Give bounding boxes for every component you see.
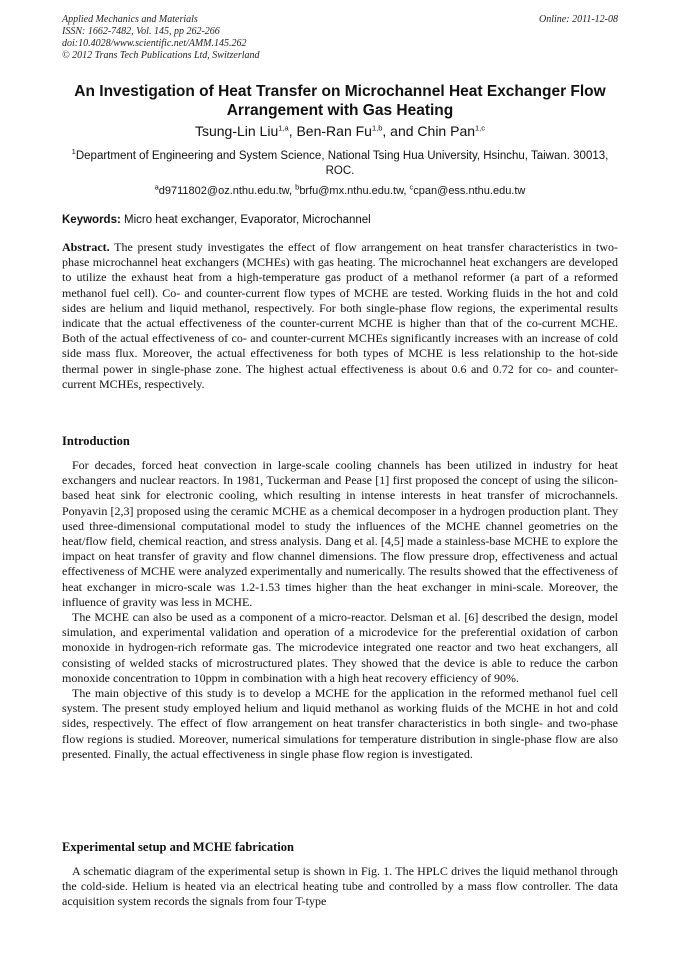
journal-header [62,14,618,62]
author-emails [62,184,618,198]
paragraph: The main objective of this study is to develop a MCHE for the application in the reformed methanol fuel cell system. The present study employed helium and liquid methanol as working fluids of the MCHE in hot and cold sides, respectively. The effect of flow arrangement on heat transfer characteristics in both single- and two-phase flow regions is studied. Moreover, numerical simulations for temperature distribution in single-phase flow are also presented. Finally, the actual effectiveness in single phase flow region is investigated. [62,686,618,761]
abstract-label: Abstract. [62,240,110,254]
author-name: Chin Pan [417,123,476,139]
journal-copyright: © 2012 Trans Tech Publications Ltd, Switzerland [62,50,260,61]
email-address[interactable]: d9711802@oz.nthu.edu.tw, [158,185,296,197]
section-heading-setup: Experimental setup and MCHE fabrication [62,840,294,854]
affiliation-mark: 1 [71,147,76,157]
paragraph: The MCHE can also be used as a component of a micro-reactor. Delsman et al. [6] described the design, model simulation, and experimental validation and operation of a microdevice for the preferential oxidation of carbon monoxide in hydrogen-rich reformate gas. The microdevice integrated one reactor and two heat exchangers, all consisting of welded stacks of microstructured plates. They showed that the device is able to reduce the carbon monoxide concentration to 10ppm in combination with a high heat recovery efficiency of 90%. [62,610,618,685]
author-list [62,122,618,140]
email-mark: b [295,182,300,192]
author-separator: , and [382,123,418,139]
online-date: Online: 2011-12-08 [539,14,618,25]
author-separator: , [288,123,297,139]
author-affiliation-mark: 1,b [371,123,383,133]
paragraph: A schematic diagram of the experimental setup is shown in Fig. 1. The HPLC drives the liquid methanol through the cold-side. Helium is heated via an electrical heating tube and controlled by a mass flow controller. The data acquisition system records the signals from four T-type [62,864,618,909]
email-mark: a [154,182,159,192]
keywords [62,213,618,227]
journal-doi: doi:10.4028/www.scientific.net/AMM.145.262 [62,38,247,49]
affiliation [62,149,618,179]
setup-body [62,864,618,910]
author-name: Tsung-Lin Liu [194,123,279,139]
abstract [62,240,618,392]
section-heading-introduction: Introduction [62,434,130,448]
paragraph: For decades, forced heat convection in large-scale cooling channels has been utilized in industry for heat exchangers and nuclear reactors. In 1981, Tuckerman and Pease [1] first proposed the concept of using the silicon-based heat sink for electronic cooling, which resulting in intense interests in heat transfer of microchannels. Ponyavin [2,3] proposed using the ceramic MCHE as a chemical decomposer in a hydrogen production plant. They used three-dimensional computational model to study the influences of the MCHE channel geometries on the heat/flow field, chemical reaction, and stress analysis. Dang et al. [4,5] made a stainless-base MCHE to explore the impact on heat transfer of gravity and flow channel dimensions. The flow pressure drop, effectiveness and actual effectiveness of MCHE were analyzed experimentally and numerically. The results showed that the effectiveness of heat exchanger in micro-scale was 1.2-1.53 times higher than the heat exchanger in mini-scale. Moreover, the influence of gravity was less in MCHE. [62,458,618,609]
author-name: Ben-Ran Fu [296,123,372,139]
email-mark: c [409,182,414,192]
introduction-body [62,458,618,762]
abstract-text: The present study investigates the effect of flow arrangement on heat transfer characteristics in two-phase microchannel heat exchangers (MCHEs) with gas heating. The microchannel heat exchangers are developed to utilize the exhaust heat from a high-temperature gas product of a methanol reformer (a part of a reformed methanol fuel cell). Co- and counter-current flow types of MCHE are tested. Working fluids in the hot and cold sides are helium and liquid methanol, respectively. For both single-phase flow regions, the experimental results indicate that the actual effectiveness of the counter-current MCHE is higher than that of the co-current MCHE. Both of the actual effectiveness of co- and counter-current MCHEs significantly increases with an increase of cold side mass flux. Moreover, the actual effectiveness for both types of MCHE is less relationship to the hot-side thermal power in single-phase zone. The highest actual effectiveness is about 0.6 and 0.72 for co- and counter-current MCHEs, respectively. [62,240,618,391]
paper-title: An Investigation of Heat Transfer on Microchannel Heat Exchanger Flow Arrangement with Gas Heating [74,83,606,119]
email-address[interactable]: cpan@ess.nthu.edu.tw [413,185,526,197]
email-address[interactable]: brfu@mx.nthu.edu.tw, [299,185,410,197]
keywords-label: Keywords: [62,214,121,226]
author-affiliation-mark: 1,c [475,123,486,133]
journal-issn: ISSN: 1662-7482, Vol. 145, pp 262-266 [62,26,220,37]
journal-name: Applied Mechanics and Materials [62,14,198,25]
keywords-text: Micro heat exchanger, Evaporator, Microchannel [120,214,371,226]
author-affiliation-mark: 1,a [278,123,289,133]
affiliation-text: Department of Engineering and System Science, National Tsing Hua University, Hsinchu, Taiwan. 30013, ROC. [75,150,609,177]
